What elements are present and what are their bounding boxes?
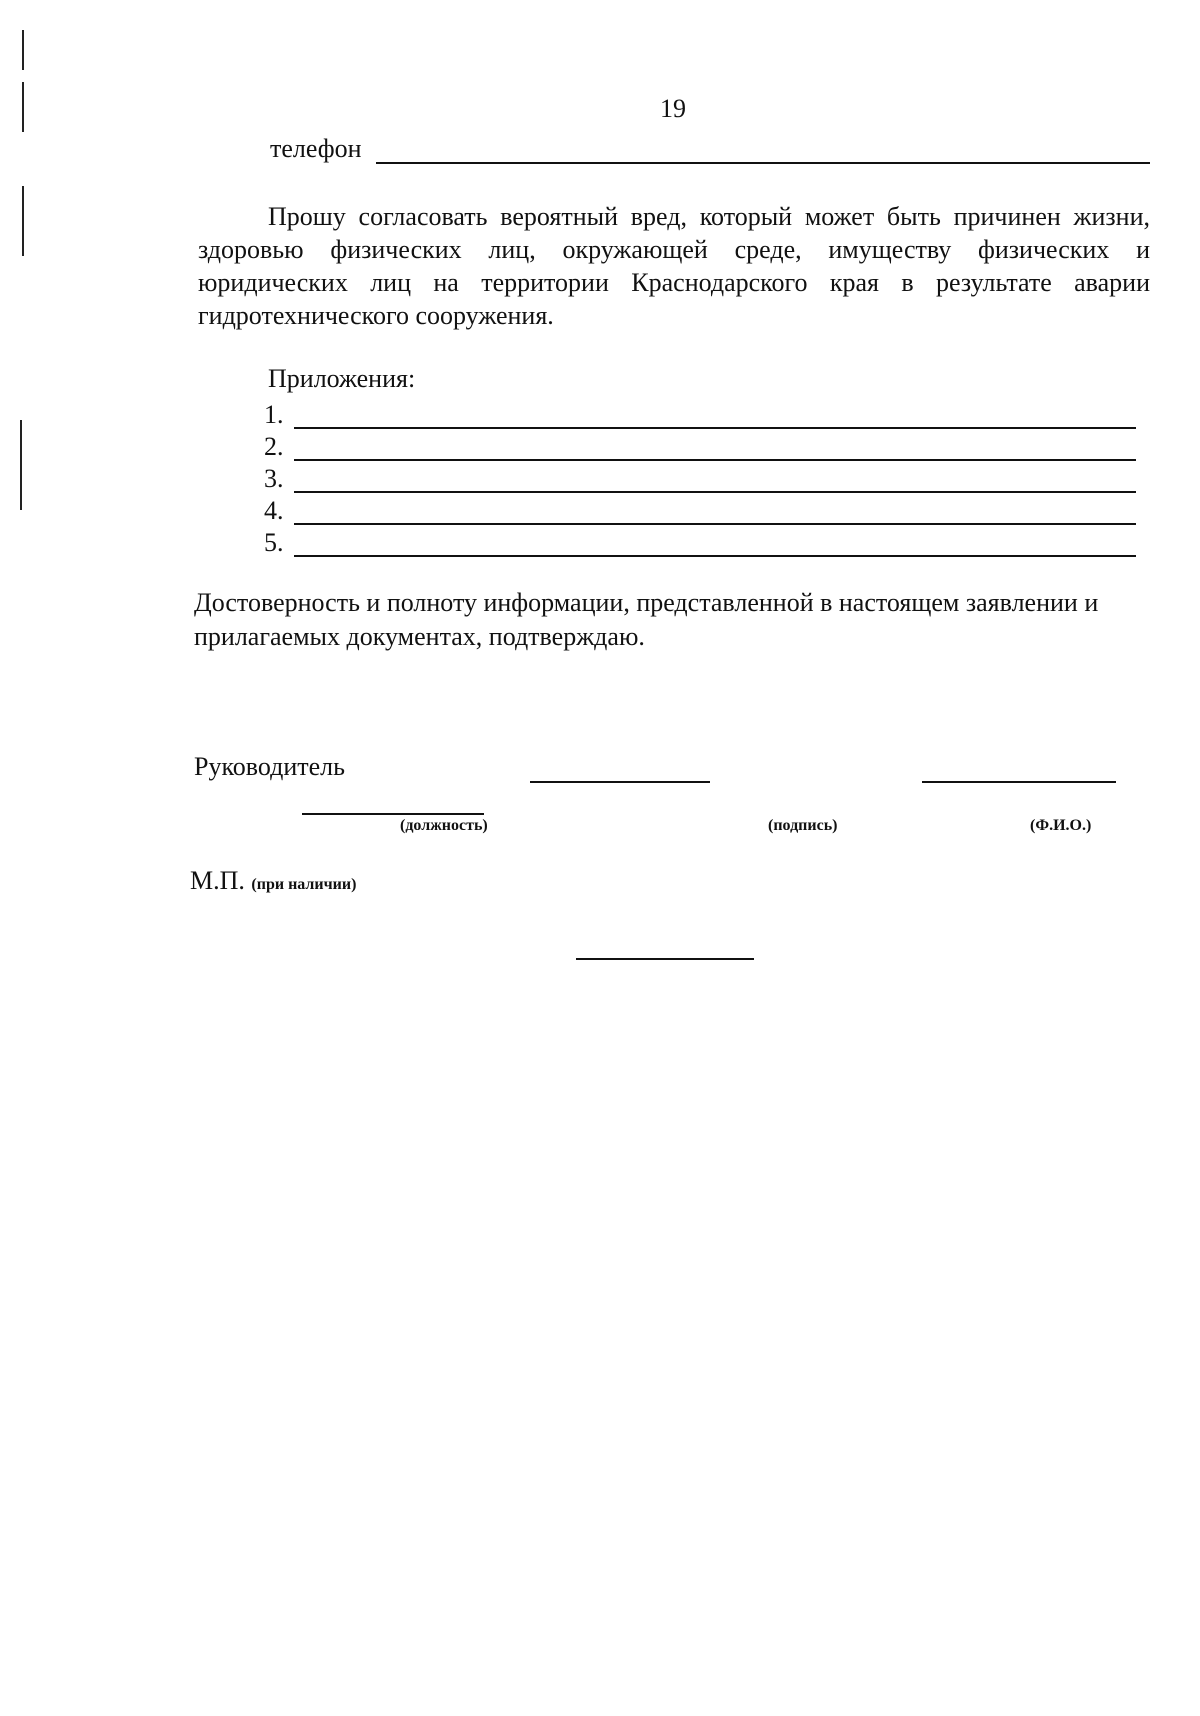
attachment-item	[264, 432, 1136, 462]
attachment-item	[264, 496, 1136, 526]
attachment-fill-line	[294, 555, 1136, 557]
request-paragraph: Прошу согласовать вероятный вред, который может быть причинен жизни, здоровью физических лиц, окружающей среде, имуществу физических и юридических лиц на территории Краснодарского края в результате аварии гидротехнического сооружения.	[198, 202, 1150, 330]
attachment-number: 4.	[264, 496, 284, 525]
attachment-number: 1.	[264, 400, 284, 429]
attachment-number: 2.	[264, 432, 284, 461]
phone-field	[270, 134, 1150, 168]
position-caption: (должность)	[400, 817, 488, 834]
scan-artifact-mark	[22, 82, 24, 132]
attachments-title: Приложения:	[268, 364, 416, 393]
attachment-number: 3.	[264, 464, 284, 493]
attachment-fill-line	[294, 523, 1136, 525]
head-label: Руководитель	[194, 752, 345, 781]
position-line	[302, 813, 484, 815]
signature-caption: (подпись)	[768, 817, 838, 834]
phone-label: телефон	[270, 134, 362, 163]
name-caption: (Ф.И.О.)	[1030, 817, 1092, 834]
phone-fill-line	[376, 162, 1150, 164]
stamp-label: М.П.	[190, 866, 245, 895]
attachment-fill-line	[294, 491, 1136, 493]
attachment-fill-line	[294, 459, 1136, 461]
page-number: 19	[660, 94, 686, 123]
end-of-document-line	[576, 958, 754, 960]
name-line	[922, 781, 1116, 783]
attachment-item	[264, 464, 1136, 494]
scan-artifact-mark	[20, 420, 22, 510]
signature-line	[530, 781, 710, 783]
stamp-note: (при наличии)	[251, 876, 357, 893]
attachment-number: 5.	[264, 528, 284, 557]
attachment-item	[264, 528, 1136, 558]
attachment-item	[264, 400, 1136, 430]
scan-artifact-mark	[22, 30, 24, 70]
stamp-placeholder	[190, 866, 356, 896]
scan-artifact-mark	[22, 186, 24, 256]
attestation-paragraph: Достоверность и полноту информации, представленной в настоящем заявлении и прилагаемых документах, подтверждаю.	[194, 588, 1099, 651]
attachment-fill-line	[294, 427, 1136, 429]
